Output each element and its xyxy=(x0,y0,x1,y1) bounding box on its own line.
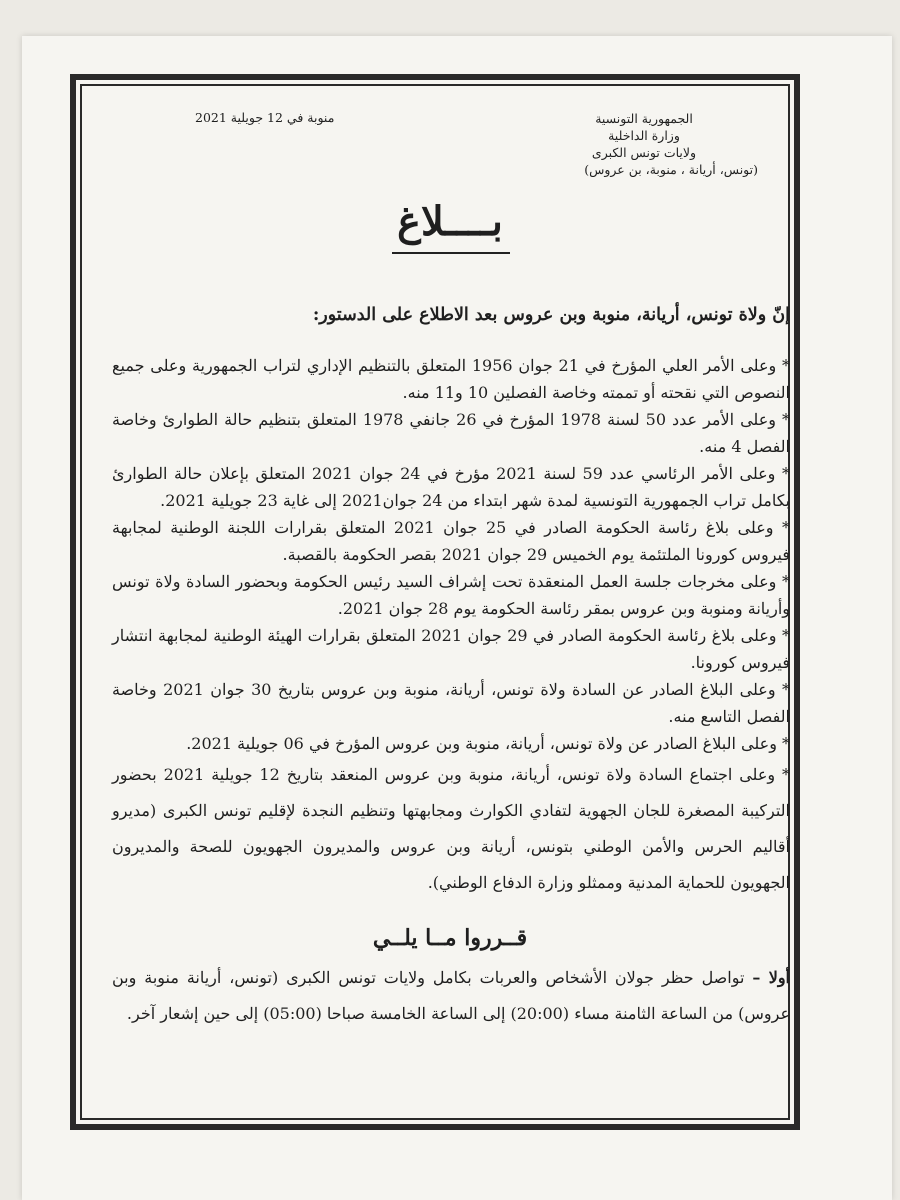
article-one xyxy=(112,960,790,1032)
issuer-line-republic: الجمهورية التونسية xyxy=(595,111,693,126)
consideration-paragraph: * وعلى مخرجات جلسة العمل المنعقدة تحت إشراف السيد رئيس الحكومة وبحضور السادة ولاة تونس وأريانة ومنوبة وبن عروس بمقر رئاسة الحكومة يوم 28 جوان 2021. xyxy=(112,572,790,618)
consideration-paragraph: * وعلى اجتماع السادة ولاة تونس، أريانة، منوبة وبن عروس المنعقد بتاريخ 12 جويلية 2021 بحضور التركيبة المصغرة للجان الجهوية لتفادي الكوارث ومجابهتها وتنظيم النجدة لإقليم تونس الكبرى (مديرو أقاليم الحرس والأمن الوطني بتونس، أريانة وبن عروس والمديرون الجهويون للصحة والمديرون الجهويون للحماية المدنية وممثلو وزارة الدفاع الوطني). xyxy=(112,765,791,892)
issuer-line-ministry: وزارة الداخلية xyxy=(608,128,680,143)
issuer-header xyxy=(524,110,764,178)
considerations-list xyxy=(112,352,790,901)
article-one-label: أولا – xyxy=(752,968,790,987)
intro-statement: إنّ ولاة تونس، أريانة، منوبة وبن عروس بعد الاطلاع على الدستور: xyxy=(312,305,790,325)
consideration-paragraph: * وعلى الأمر الرئاسي عدد 59 لسنة 2021 مؤرخ في 24 جوان 2021 المتعلق بإعلان حالة الطوارئ بكامل تراب الجمهورية التونسية لمدة شهر ابتداء من 24 جوان2021 إلى غاية 23 جويلية 2021. xyxy=(112,464,790,510)
issuer-line-governorates: ولايات تونس الكبرى xyxy=(591,145,697,160)
date-line: منوبة في 12 جويلية 2021 xyxy=(195,110,335,125)
title-underline xyxy=(392,252,510,254)
consideration-paragraph: * وعلى الأمر عدد 50 لسنة 1978 المؤرخ في 26 جانفي 1978 المتعلق بتنظيم حالة الطوارئ وخاصة الفصل 4 منه. xyxy=(112,410,790,456)
article-one-text: تواصل حظر جولان الأشخاص والعربات بكامل ولايات تونس الكبرى (تونس، أريانة منوبة وبن عروس) من الساعة الثامنة مساء (20:00) إلى الساعة الخامسة صباحا (05:00) إلى حين إشعار آخر. xyxy=(112,968,790,1023)
consideration-paragraph: * وعلى الأمر العلي المؤرخ في 21 جوان 1956 المتعلق بالتنظيم الإداري لتراب الجمهورية وعلى جميع النصوص التي نقحته أو تممته وخاصة الفصلين 10 و11 منه. xyxy=(112,356,791,402)
consideration-paragraph: * وعلى بلاغ رئاسة الحكومة الصادر في 25 جوان 2021 المتعلق بقرارات اللجنة الوطنية لمجابهة فيروس كورونا الملتئمة يوم الخميس 29 جوان 2021 بقصر الحكومة بالقصبة. xyxy=(112,518,790,564)
consideration-paragraph: * وعلى البلاغ الصادر عن ولاة تونس، أريانة، منوبة وبن عروس المؤرخ في 06 جويلية 2021. xyxy=(186,734,790,753)
issuer-line-list: (تونس، أريانة ، منوبة، بن عروس) xyxy=(584,162,758,177)
document-title: بــــلاغ xyxy=(397,198,503,245)
consideration-paragraph: * وعلى بلاغ رئاسة الحكومة الصادر في 29 جوان 2021 المتعلق بقرارات الهيئة الوطنية لمجابهة انتشار فيروس كورونا. xyxy=(112,626,790,672)
decision-heading: قــرروا مــا يلــي xyxy=(372,925,528,951)
consideration-paragraph: * وعلى البلاغ الصادر عن السادة ولاة تونس، أريانة، منوبة وبن عروس بتاريخ 30 جوان 2021 وخاصة الفصل التاسع منه. xyxy=(112,680,791,726)
